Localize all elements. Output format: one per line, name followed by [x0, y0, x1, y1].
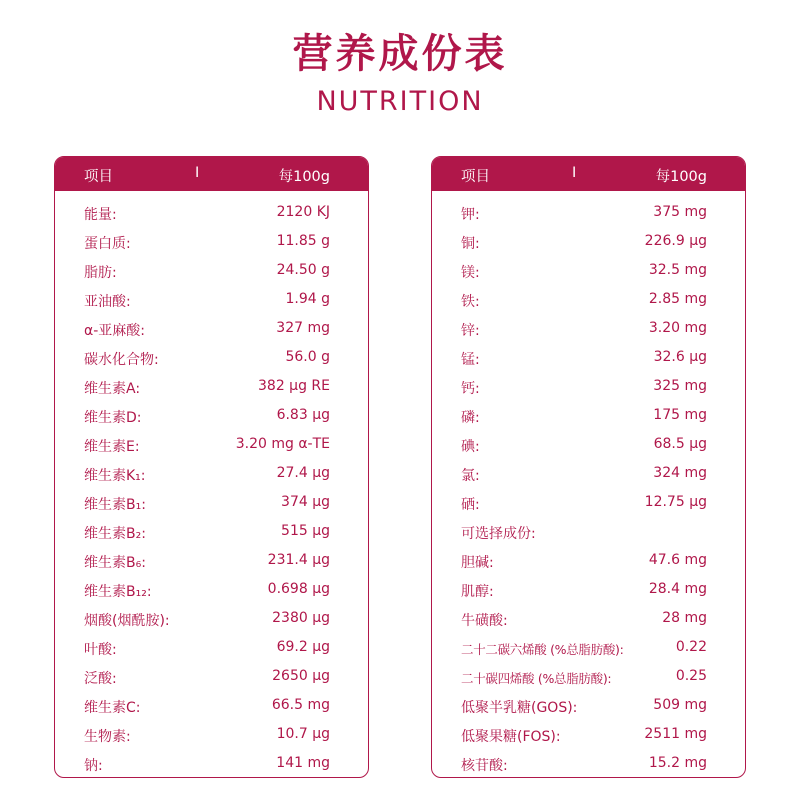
nutrient-label: 镁:	[461, 265, 480, 281]
table-row	[55, 431, 368, 460]
table-row	[55, 257, 368, 286]
nutrition-table-right	[431, 156, 746, 778]
table-row	[432, 576, 745, 605]
nutrient-value: 375 mg	[653, 204, 707, 220]
table-row	[432, 750, 745, 778]
table-row	[55, 721, 368, 750]
nutrient-value: 0.698 μg	[267, 581, 330, 597]
table-row	[432, 547, 745, 576]
nutrient-value: 66.5 mg	[271, 697, 330, 713]
nutrient-label: 能量:	[84, 207, 117, 223]
nutrient-value: 68.5 μg	[653, 436, 707, 452]
header-unit-label: 每100g	[655, 169, 707, 185]
table-row	[55, 344, 368, 373]
table-rows	[432, 199, 745, 778]
table-row	[432, 518, 745, 547]
nutrient-label: 可选择成份:	[461, 526, 536, 542]
table-row	[55, 547, 368, 576]
nutrient-value: 2120 KJ	[276, 204, 330, 220]
nutrient-label: 维生素D:	[84, 410, 142, 426]
nutrient-label: 维生素A:	[84, 381, 141, 397]
nutrient-label: 维生素K₁:	[84, 468, 146, 484]
table-row	[55, 663, 368, 692]
nutrient-value: 0.25	[675, 668, 707, 684]
table-row	[432, 373, 745, 402]
nutrient-value: 141 mg	[276, 755, 330, 771]
nutrient-value: 327 mg	[276, 320, 330, 336]
nutrient-label: 锰:	[461, 352, 480, 368]
table-row	[432, 228, 745, 257]
table-row	[55, 692, 368, 721]
nutrient-label: 生物素:	[84, 729, 131, 745]
nutrient-value: 2380 μg	[272, 610, 330, 626]
nutrient-value: 56.0 g	[285, 349, 330, 365]
nutrient-value: 324 mg	[653, 465, 707, 481]
table-row	[432, 692, 745, 721]
nutrient-value: 382 μg RE	[258, 378, 330, 394]
nutrition-table-left	[54, 156, 369, 778]
nutrient-label: 维生素B₆:	[84, 555, 146, 571]
nutrient-value: 3.20 mg α-TE	[235, 436, 330, 452]
nutrient-value: 2511 mg	[644, 726, 707, 742]
nutrient-label: 钙:	[461, 381, 480, 397]
nutrient-value: 12.75 μg	[644, 494, 707, 510]
table-row	[432, 199, 745, 228]
nutrient-value: 28 mg	[662, 610, 707, 626]
table-row	[55, 634, 368, 663]
nutrient-label: 维生素E:	[84, 439, 140, 455]
nutrient-value: 24.50 g	[276, 262, 330, 278]
nutrient-label: 钾:	[461, 207, 480, 223]
nutrient-value: 175 mg	[653, 407, 707, 423]
nutrient-label: 碘:	[461, 439, 480, 455]
nutrient-value: 15.2 mg	[648, 755, 707, 771]
header-item-label: 项目	[84, 169, 113, 185]
nutrient-label: 肌醇:	[461, 584, 494, 600]
table-row	[432, 489, 745, 518]
table-row	[55, 286, 368, 315]
nutrient-value: 2.85 mg	[648, 291, 707, 307]
nutrient-value: 32.6 μg	[653, 349, 707, 365]
table-row	[432, 663, 745, 692]
nutrient-label: 碳水化合物:	[84, 352, 159, 368]
nutrient-label: 锌:	[461, 323, 480, 339]
nutrient-label: 维生素C:	[84, 700, 141, 716]
table-row	[432, 344, 745, 373]
table-row	[432, 402, 745, 431]
nutrient-value: 2650 μg	[272, 668, 330, 684]
table-row	[432, 286, 745, 315]
nutrient-label: 磷:	[461, 410, 480, 426]
nutrient-value: 374 μg	[281, 494, 330, 510]
table-row	[432, 431, 745, 460]
nutrient-label: 蛋白质:	[84, 236, 131, 252]
nutrient-value: 325 mg	[653, 378, 707, 394]
table-row	[432, 460, 745, 489]
nutrient-value: 69.2 μg	[276, 639, 330, 655]
header-unit-label: 每100g	[278, 169, 330, 185]
nutrient-label: 铜:	[461, 236, 480, 252]
table-row	[432, 721, 745, 750]
nutrient-label: 胆碱:	[461, 555, 494, 571]
nutrient-value: 226.9 μg	[644, 233, 707, 249]
nutrient-value: 0.22	[675, 639, 707, 655]
nutrient-value: 47.6 mg	[648, 552, 707, 568]
nutrient-label: 钠:	[84, 758, 103, 774]
page-title: 营养成份表	[292, 31, 508, 77]
table-row	[55, 315, 368, 344]
nutrient-value: 231.4 μg	[267, 552, 330, 568]
nutrient-value: 11.85 g	[276, 233, 330, 249]
nutrient-value: 509 mg	[653, 697, 707, 713]
nutrient-value: 32.5 mg	[648, 262, 707, 278]
nutrient-label: 低聚果糖(FOS):	[461, 729, 561, 745]
nutrient-label: 亚油酸:	[84, 294, 131, 310]
nutrient-value: 28.4 mg	[648, 581, 707, 597]
nutrient-label: 维生素B₂:	[84, 526, 146, 542]
nutrient-label: α-亚麻酸:	[84, 323, 145, 339]
table-rows	[55, 199, 368, 778]
nutrient-label: 二十碳四烯酸 (%总脂肪酸):	[461, 671, 612, 686]
nutrient-label: 低聚半乳糖(GOS):	[461, 700, 578, 716]
nutrient-value: 515 μg	[281, 523, 330, 539]
nutrient-label: 脂肪:	[84, 265, 117, 281]
nutrient-label: 烟酸(烟酰胺):	[84, 613, 170, 629]
nutrient-value: 10.7 μg	[276, 726, 330, 742]
table-row	[55, 199, 368, 228]
nutrient-value: 3.20 mg	[648, 320, 707, 336]
table-row	[55, 576, 368, 605]
table-row	[55, 605, 368, 634]
table-row	[55, 489, 368, 518]
table-row	[55, 460, 368, 489]
nutrient-label: 硒:	[461, 497, 480, 513]
table-row	[432, 257, 745, 286]
page-subtitle: NUTRITION	[316, 86, 484, 117]
nutrient-value: 27.4 μg	[276, 465, 330, 481]
table-header	[432, 157, 745, 191]
header-item-label: 项目	[461, 169, 490, 185]
table-row	[55, 750, 368, 778]
nutrient-label: 铁:	[461, 294, 480, 310]
nutrient-label: 牛磺酸:	[461, 613, 508, 629]
nutrient-value: 6.83 μg	[276, 407, 330, 423]
table-row	[55, 402, 368, 431]
nutrient-label: 叶酸:	[84, 642, 117, 658]
nutrient-label: 核苷酸:	[461, 758, 508, 774]
nutrient-value: 1.94 g	[285, 291, 330, 307]
table-row	[432, 605, 745, 634]
nutrient-label: 泛酸:	[84, 671, 117, 687]
nutrient-label: 维生素B₁:	[84, 497, 146, 513]
table-row	[55, 518, 368, 547]
header-separator: I	[195, 165, 200, 181]
table-row	[432, 634, 745, 663]
table-row	[55, 373, 368, 402]
table-row	[432, 315, 745, 344]
table-header	[55, 157, 368, 191]
nutrient-label: 氯:	[461, 468, 480, 484]
nutrient-label: 二十二碳六烯酸 (%总脂肪酸):	[461, 642, 624, 657]
header-separator: I	[572, 165, 577, 181]
nutrient-label: 维生素B₁₂:	[84, 584, 152, 600]
table-row	[55, 228, 368, 257]
